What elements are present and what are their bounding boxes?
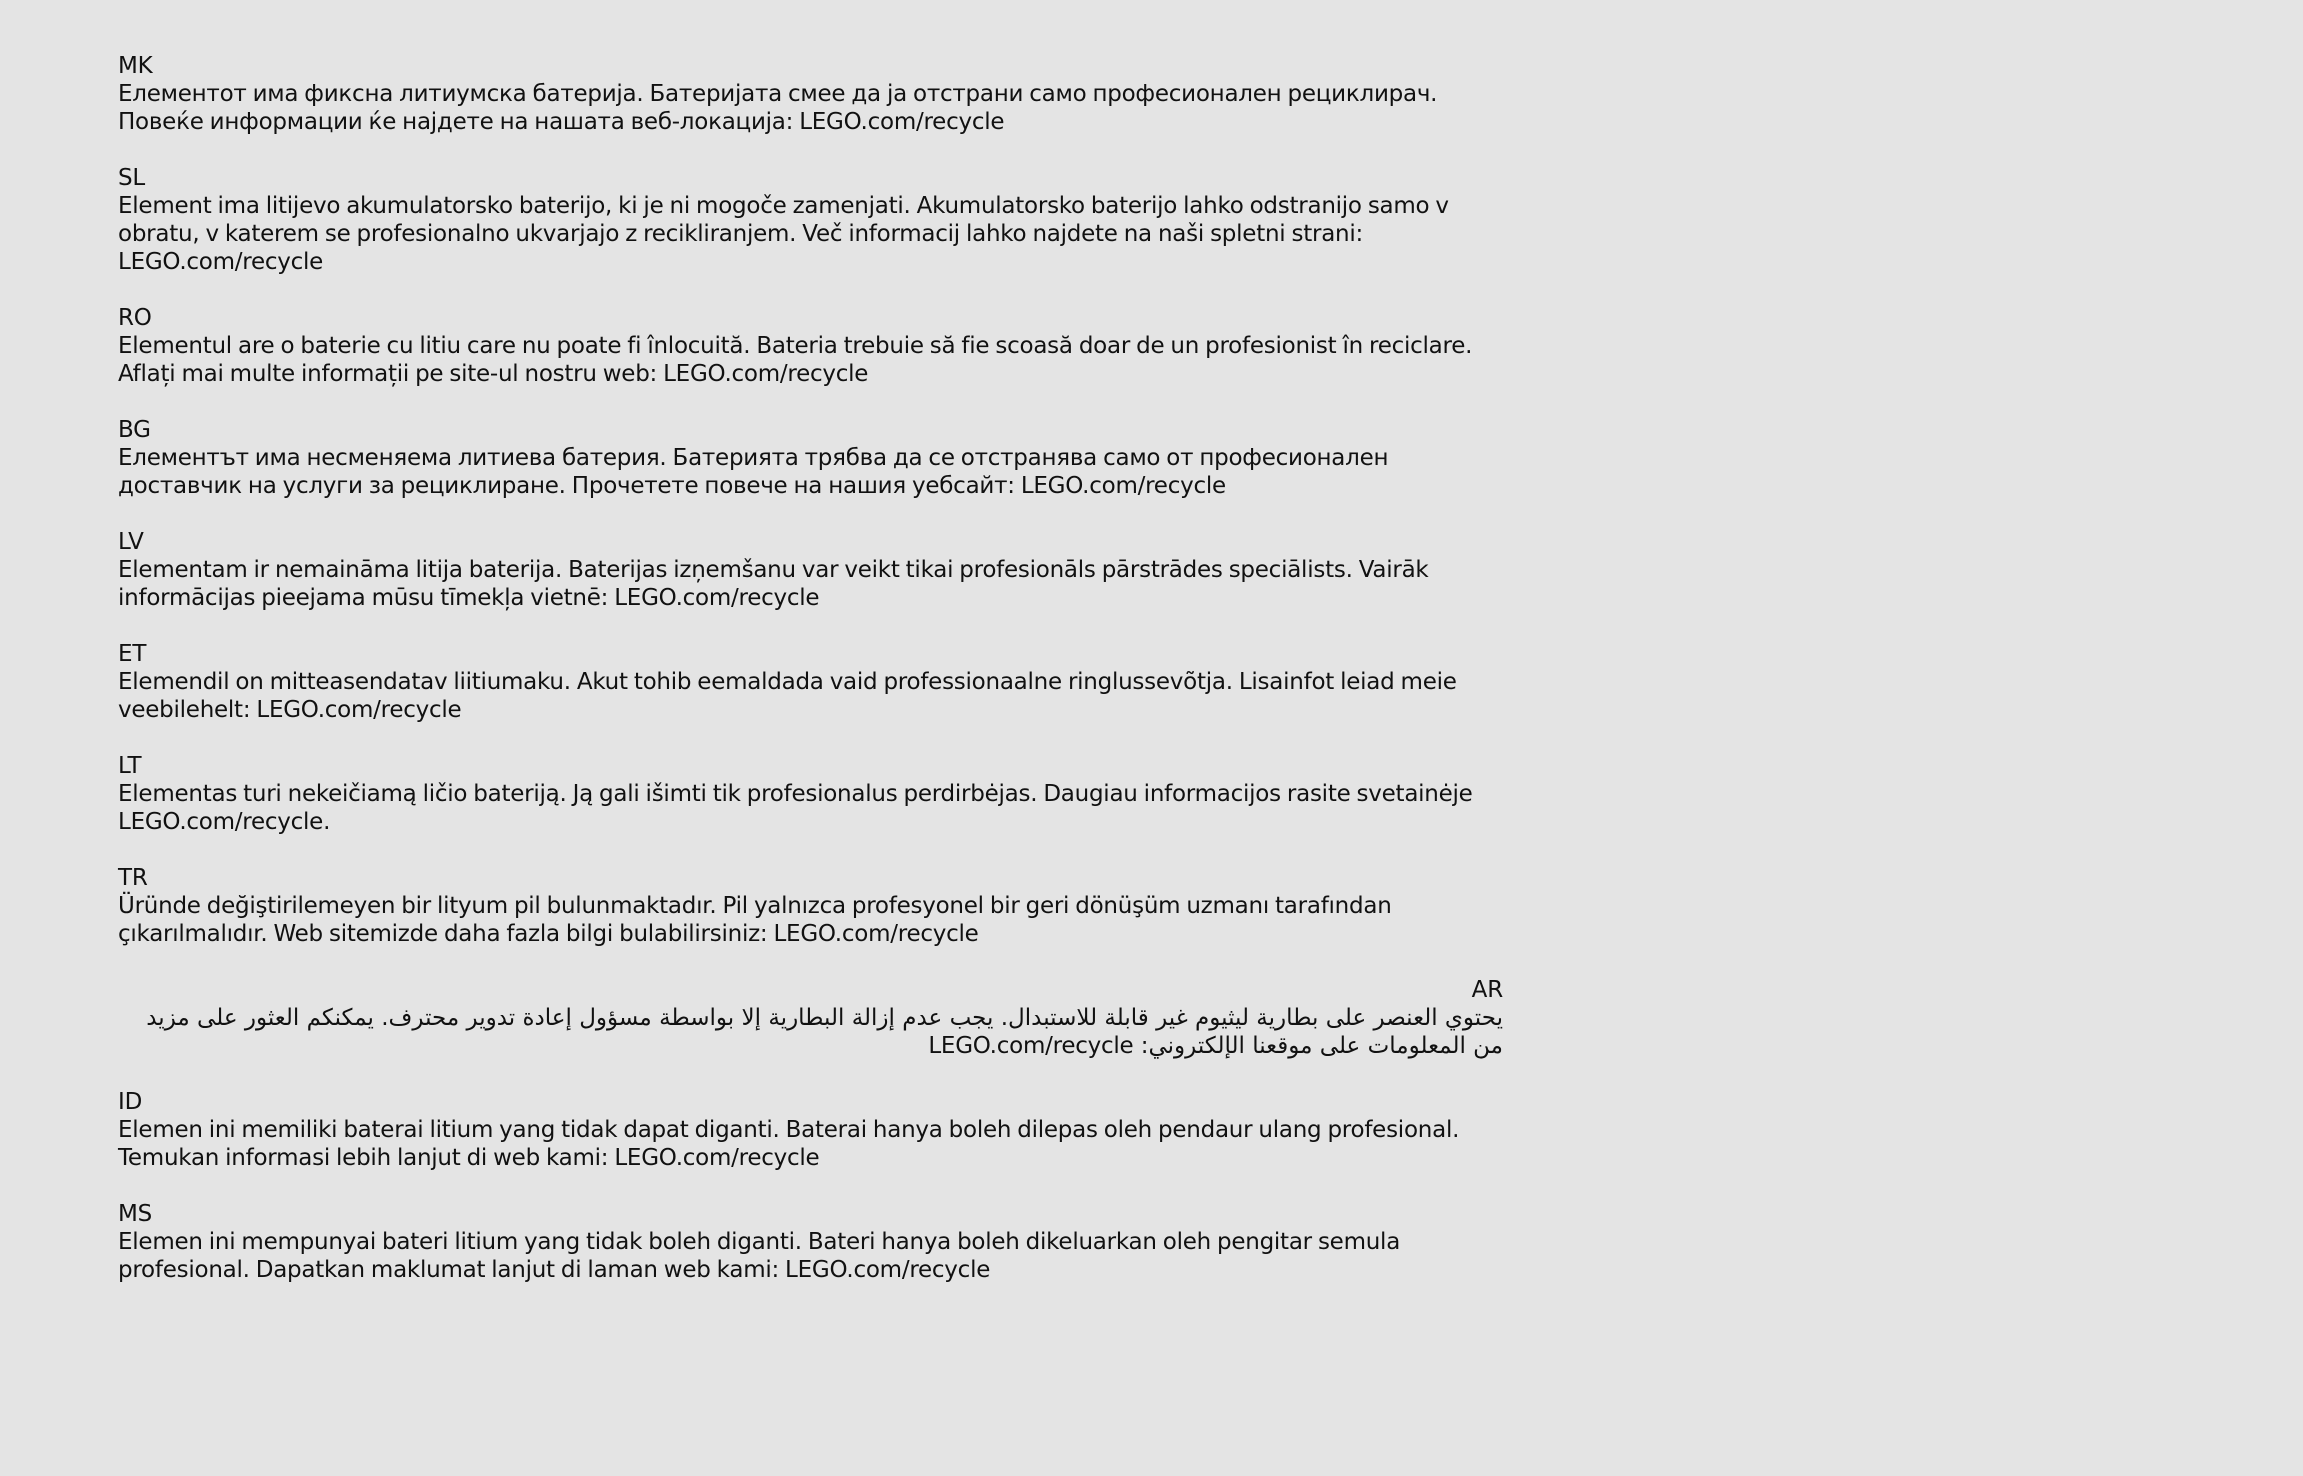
section-mk xyxy=(118,52,1503,136)
section-lt xyxy=(118,752,1503,836)
language-code-et: ET xyxy=(118,641,147,667)
battery-notice-document xyxy=(118,52,1503,1312)
language-code-tr: TR xyxy=(118,865,148,891)
notice-text-sl: Element ima litijevo akumulatorsko baterijo, ki je ni mogoče zamenjati. Akumulatorsko baterijo lahko odstranijo samo v obratu, v katerem se profesionalno ukvarjajo z recikliranjem. Več informacij lahko najdete na naši spletni strani: LEGO.com/recycle xyxy=(118,193,1449,275)
section-et xyxy=(118,640,1503,724)
language-code-sl: SL xyxy=(118,165,146,191)
section-lv xyxy=(118,528,1503,612)
notice-text-lv: Elementam ir nemaināma litija baterija. Baterijas izņemšanu var veikt tikai profesionāls pārstrādes speciālists. Vairāk informācijas pieejama mūsu tīmekļa vietnē: LEGO.com/recycle xyxy=(118,557,1429,611)
section-id xyxy=(118,1088,1503,1172)
notice-text-bg: Елементът има несменяема литиева батерия. Батерията трябва да се отстранява само от професионален доставчик на услуги за рециклиране. Прочетете повече на нашия уебсайт: LEGO.com/recycle xyxy=(118,445,1389,499)
section-tr xyxy=(118,864,1503,948)
notice-text-mk: Елементот има фиксна литиумска батерија. Батеријата смее да ја отстрани само професионален рециклирач. Повеќе информации ќе најдете на нашата веб-локација: LEGO.com/recycle xyxy=(118,81,1438,135)
language-code-id: ID xyxy=(118,1089,143,1115)
notice-text-ar: يحتوي العنصر على بطارية ليثيوم غير قابلة للاستبدال. يجب عدم إزالة البطارية إلا بواسطة مسؤول إعادة تدوير محترف. يمكنكم العثور على مزيد من المعلومات على موقعنا الإلكتروني: LEGO.com/recycle xyxy=(146,1005,1503,1059)
language-code-lt: LT xyxy=(118,753,142,779)
language-code-ms: MS xyxy=(118,1201,153,1227)
notice-text-id: Elemen ini memiliki baterai litium yang tidak dapat diganti. Baterai hanya boleh dilepas oleh pendaur ulang profesional. Temukan informasi lebih lanjut di web kami: LEGO.com/recycle xyxy=(118,1117,1460,1171)
language-code-ar: AR xyxy=(1471,977,1503,1003)
section-sl xyxy=(118,164,1503,276)
language-code-mk: MK xyxy=(118,53,153,79)
notice-text-tr: Üründe değiştirilemeyen bir lityum pil bulunmaktadır. Pil yalnızca profesyonel bir geri dönüşüm uzmanı tarafından çıkarılmalıdır. Web sitemizde daha fazla bilgi bulabilirsiniz: LEGO.com/recycle xyxy=(118,893,1392,947)
notice-text-lt: Elementas turi nekeičiamą ličio bateriją. Ją gali išimti tik profesionalus perdirbėjas. Daugiau informacijos rasite svetainėje LEGO.com/recycle. xyxy=(118,781,1473,835)
notice-text-ro: Elementul are o baterie cu litiu care nu poate fi înlocuită. Bateria trebuie să fie scoasă doar de un profesionist în reciclare. Aflați mai multe informații pe site-ul nostru web: LEGO.com/recycle xyxy=(118,333,1473,387)
section-ro xyxy=(118,304,1503,388)
section-ar xyxy=(118,976,1503,1060)
section-ms xyxy=(118,1200,1503,1284)
notice-text-ms: Elemen ini mempunyai bateri litium yang tidak boleh diganti. Bateri hanya boleh dikeluarkan oleh pengitar semula profesional. Dapatkan maklumat lanjut di laman web kami: LEGO.com/recycle xyxy=(118,1229,1401,1283)
section-bg xyxy=(118,416,1503,500)
language-code-lv: LV xyxy=(118,529,144,555)
language-code-bg: BG xyxy=(118,417,151,443)
language-code-ro: RO xyxy=(118,305,152,331)
notice-text-et: Elemendil on mitteasendatav liitiumaku. Akut tohib eemaldada vaid professionaalne ringlussevõtja. Lisainfot leiad meie veebilehelt: LEGO.com/recycle xyxy=(118,669,1457,723)
